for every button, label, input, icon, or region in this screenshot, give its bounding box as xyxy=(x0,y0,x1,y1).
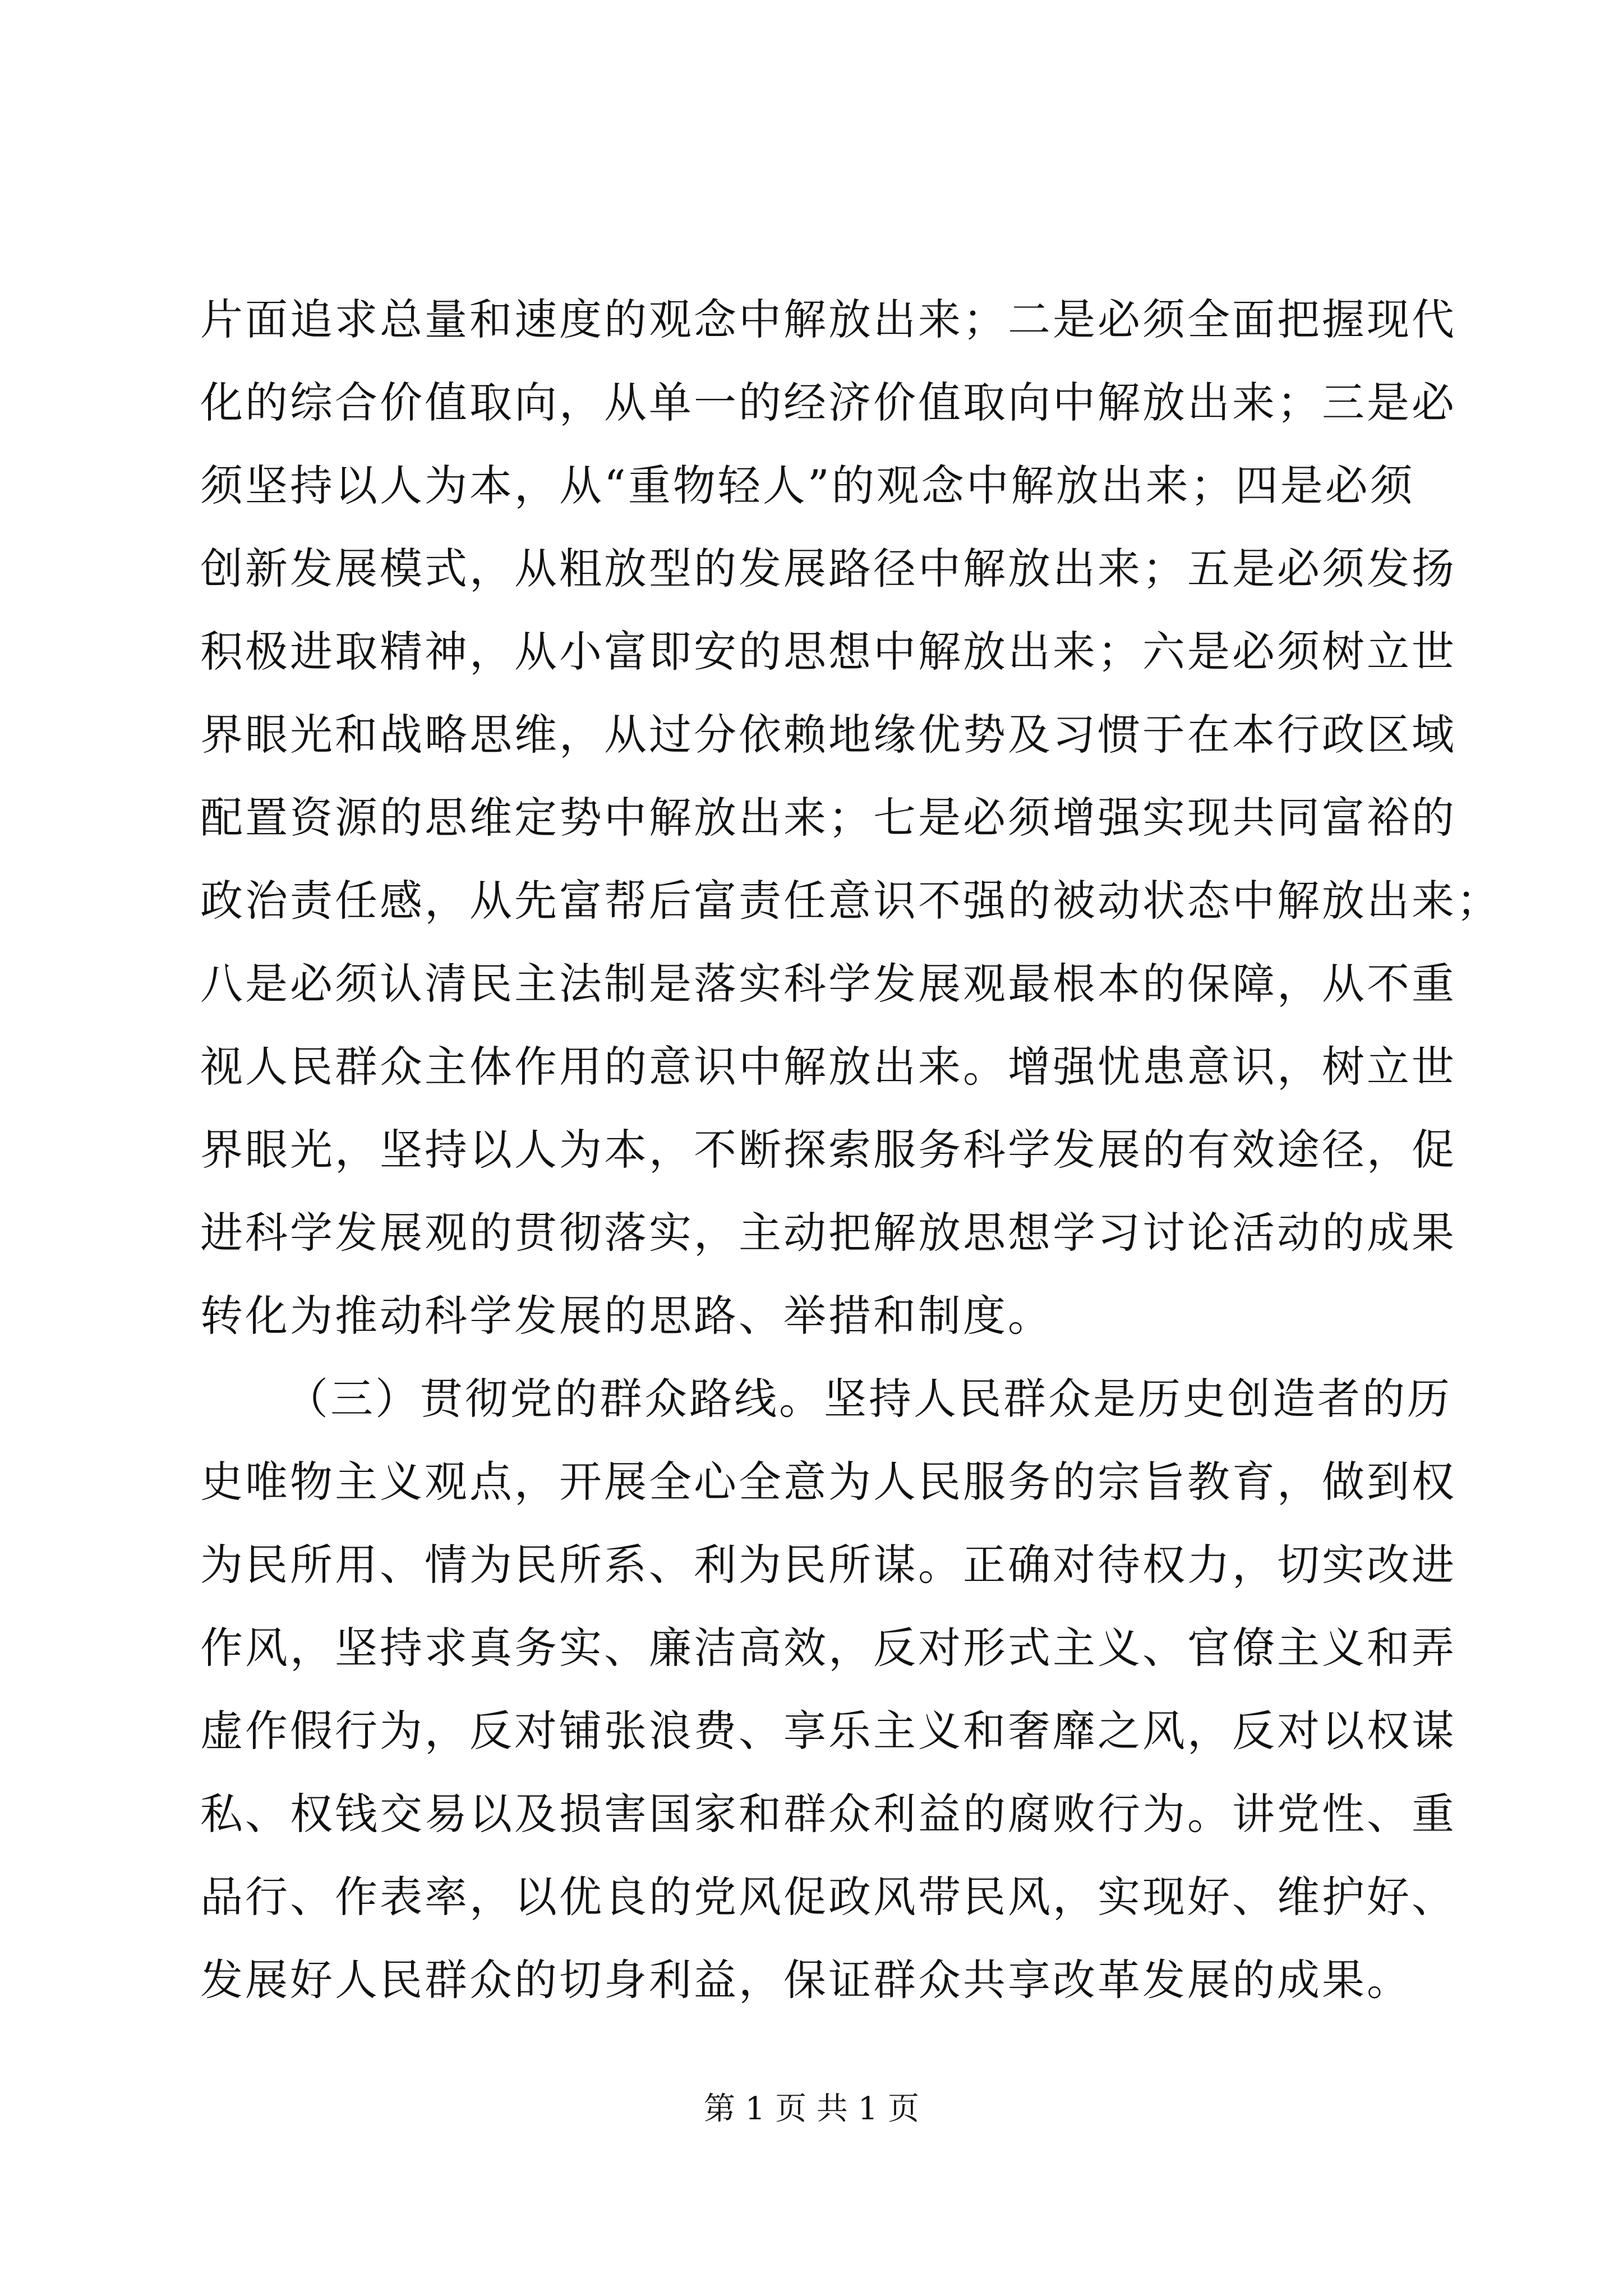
text-line: 政治责任感，从先富帮后富责任意识不强的被动状态中解放出来； xyxy=(200,876,1501,926)
text-line: 积极进取精神，从小富即安的思想中解放出来；六是必须树立世 xyxy=(200,627,1456,677)
text-line: 创新发展模式，从粗放型的发展路径中解放出来；五是必须发扬 xyxy=(200,544,1456,593)
text-line: 为民所用、情为民所系、利为民所谋。正确对待权力，切实改进 xyxy=(200,1540,1456,1590)
body-text xyxy=(200,278,1501,2022)
text-line: 化的综合价值取向，从单一的经济价值取向中解放出来；三是必 xyxy=(200,378,1456,427)
text-line: 史唯物主义观点，开展全心全意为人民服务的宗旨教育，做到权 xyxy=(200,1457,1456,1507)
text-line: 八是必须认清民主法制是落实科学发展观最根本的保障，从不重 xyxy=(200,959,1456,1009)
text-line: 须坚持以人为本，从“重物轻人”的观念中解放出来；四是必须 xyxy=(200,461,1415,510)
text-line: （三）贯彻党的群众路线。坚持人民群众是历史创造者的历 xyxy=(285,1374,1452,1424)
text-line: 片面追求总量和速度的观念中解放出来；二是必须全面把握现代 xyxy=(200,295,1456,344)
text-line: 私、权钱交易以及损害国家和群众利益的腐败行为。讲党性、重 xyxy=(200,1789,1456,1839)
text-line: 虚作假行为，反对铺张浪费、享乐主义和奢靡之风，反对以权谋 xyxy=(200,1706,1456,1756)
text-line: 发展好人民群众的切身利益，保证群众共享改革发展的成果。 xyxy=(200,1955,1412,2005)
text-line: 进科学发展观的贯彻落实，主动把解放思想学习讨论活动的成果 xyxy=(200,1208,1456,1258)
text-line: 视人民群众主体作用的意识中解放出来。增强忧患意识，树立世 xyxy=(200,1042,1456,1092)
text-line: 配置资源的思维定势中解放出来；七是必须增强实现共同富裕的 xyxy=(200,793,1456,843)
text-line: 品行、作表率，以优良的党风促政风带民风，实现好、维护好、 xyxy=(200,1872,1456,1922)
text-line: 作风，坚持求真务实、廉洁高效，反对形式主义、官僚主义和弄 xyxy=(200,1623,1456,1673)
text-line: 界眼光，坚持以人为本，不断探索服务科学发展的有效途径，促 xyxy=(200,1125,1456,1175)
text-line: 转化为推动科学发展的思路、举措和制度。 xyxy=(200,1291,1053,1341)
text-line: 界眼光和战略思维，从过分依赖地缘优势及习惯于在本行政区域 xyxy=(200,710,1456,760)
page-footer: 第 1 页 共 1 页 xyxy=(703,2091,920,2127)
